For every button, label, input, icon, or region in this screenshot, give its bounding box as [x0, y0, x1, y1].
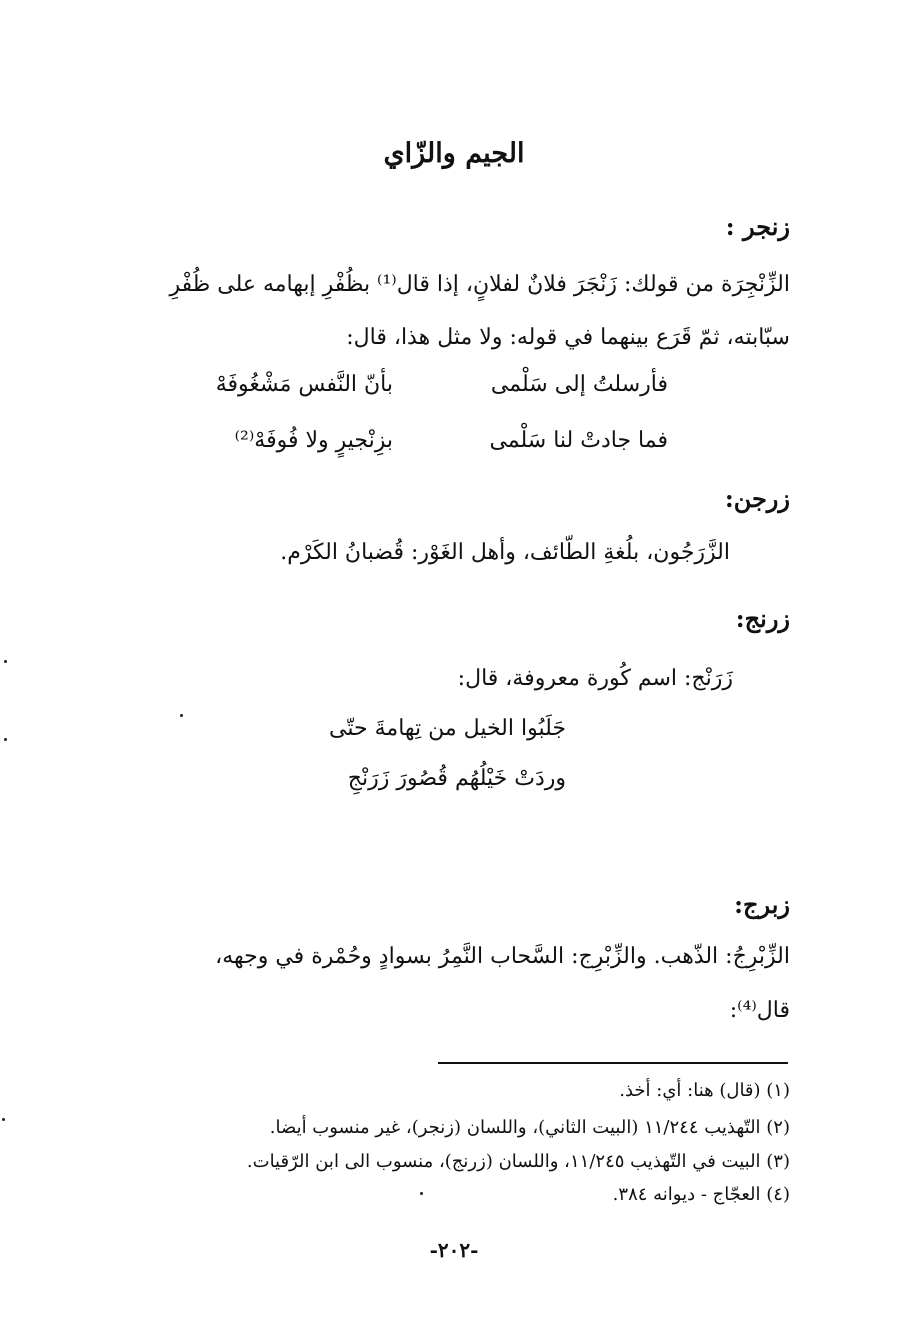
verse-hemistich: بزِنْجيرٍ ولا فُوفَهْ⁽²⁾	[234, 428, 393, 453]
verse-line: وردَتْ خَيْلُهُم قُصُورَ زَرَنْجِ	[347, 766, 566, 791]
page-title: الجيم والزّاي	[383, 138, 525, 169]
entry-text-line: سبّابته، ثمّ قَرَع بينهما في قوله: ولا مثل هذا، قال:	[346, 325, 790, 350]
entry-head-zarjan: زرجن:	[724, 484, 790, 513]
entry-text-line: الزَّرَجُون، بلُغةِ الطّائف، وأهل الغَوْر: قُضبانُ الكَرْم.	[280, 540, 730, 565]
footnote: (٢) التّهذيب ١١/٢٤٤ (البيت الثاني)، واللسان (زنجر)، غير منسوب أيضا.	[269, 1117, 790, 1138]
scan-speck	[4, 738, 7, 741]
footnote: (١) (قال) هنا: أي: أخذ.	[619, 1080, 790, 1101]
scan-speck	[180, 714, 183, 717]
entry-text-line: الزِّنْجِرَة من قولك: زَنْجَرَ فلانٌ لفلانٍ، إذا قال⁽¹⁾ بظُفْرِ إبهامه على ظُفْرِ	[169, 272, 790, 297]
scan-speck	[420, 1192, 423, 1195]
verse-line: جَلَبُوا الخيل من تِهامةَ حتّى	[329, 716, 566, 741]
scan-speck	[2, 1118, 5, 1121]
page-number: -٢٠٢-	[429, 1238, 479, 1262]
footnote-separator	[438, 1062, 788, 1064]
footnote: (٤) العجّاج - ديوانه ٣٨٤.	[612, 1184, 790, 1205]
entry-text-line: قال⁽⁴⁾:	[729, 998, 790, 1023]
entry-text-line: الزِّبْرِجُ: الذّهب. والزِّبْرِج: السَّحاب النَّمِرُ بسوادٍ وحُمْرة في وجهه،	[215, 944, 790, 969]
verse-hemistich: فأرسلتُ إلى سَلْمى	[490, 372, 668, 397]
entry-head-zaranj: زرنج:	[735, 604, 790, 633]
entry-head-zanjar: زنجر :	[725, 212, 790, 241]
footnote: (٣) البيت في التّهذيب ١١/٢٤٥، واللسان (زرنج)، منسوب الى ابن الرّقيات.	[246, 1151, 790, 1172]
scan-speck	[4, 660, 7, 663]
entry-text-line: زَرَنْج: اسم كُورة معروفة، قال:	[457, 666, 733, 691]
verse-hemistich: بأنّ النَّفس مَشْغُوفَهْ	[215, 372, 393, 397]
entry-head-zabraj: زبرج:	[734, 890, 790, 919]
verse-hemistich: فما جادتْ لنا سَلْمى	[489, 428, 668, 453]
